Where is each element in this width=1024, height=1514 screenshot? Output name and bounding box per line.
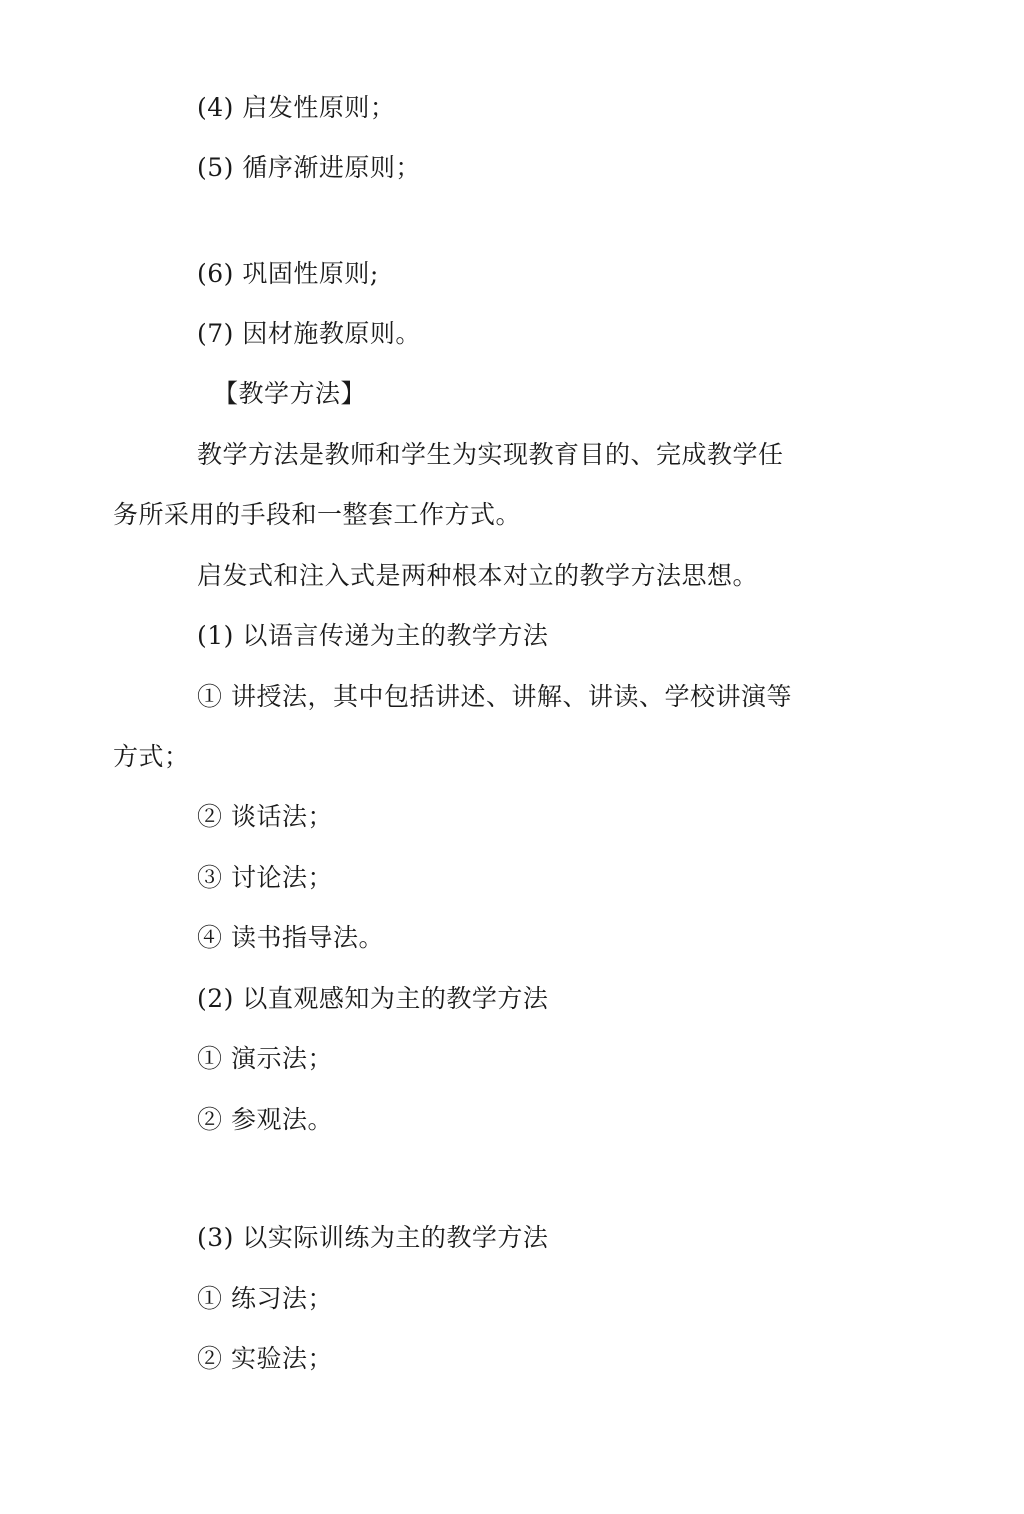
- definition-line-1: 教学方法是教师和学生为实现教育目的、完成教学任: [197, 440, 784, 469]
- group-3-item-1: ① 练习法；: [197, 1284, 333, 1313]
- group-1-item-1-line-1: ① 讲授法，其中包括讲述、讲解、讲读、学校讲演等: [197, 682, 792, 711]
- group-1-item-3: ③ 讨论法；: [197, 863, 333, 892]
- principle-4: (4) 启发性原则；: [197, 93, 396, 122]
- group-3-title: (3) 以实际训练为主的教学方法: [197, 1223, 549, 1252]
- group-3-item-2: ② 实验法；: [197, 1344, 333, 1373]
- group-1-item-1-line-2: 方式；: [113, 742, 190, 771]
- section-heading-teaching-methods: 【教学方法】: [213, 379, 367, 408]
- principle-7: (7) 因材施教原则。: [197, 319, 421, 348]
- definition-line-2: 务所采用的手段和一整套工作方式。: [113, 500, 522, 529]
- group-2-item-2: ② 参观法。: [197, 1105, 333, 1134]
- principle-5: (5) 循序渐进原则；: [197, 153, 421, 182]
- group-2-item-1: ① 演示法；: [197, 1044, 333, 1073]
- group-1-title: (1) 以语言传递为主的教学方法: [197, 621, 549, 650]
- group-2-title: (2) 以直观感知为主的教学方法: [197, 984, 549, 1013]
- contrast-paragraph: 启发式和注入式是两种根本对立的教学方法思想。: [197, 561, 759, 590]
- group-1-item-4: ④ 读书指导法。: [197, 923, 384, 952]
- principle-6: (6) 巩固性原则;: [197, 259, 379, 288]
- group-1-item-2: ② 谈话法；: [197, 802, 333, 831]
